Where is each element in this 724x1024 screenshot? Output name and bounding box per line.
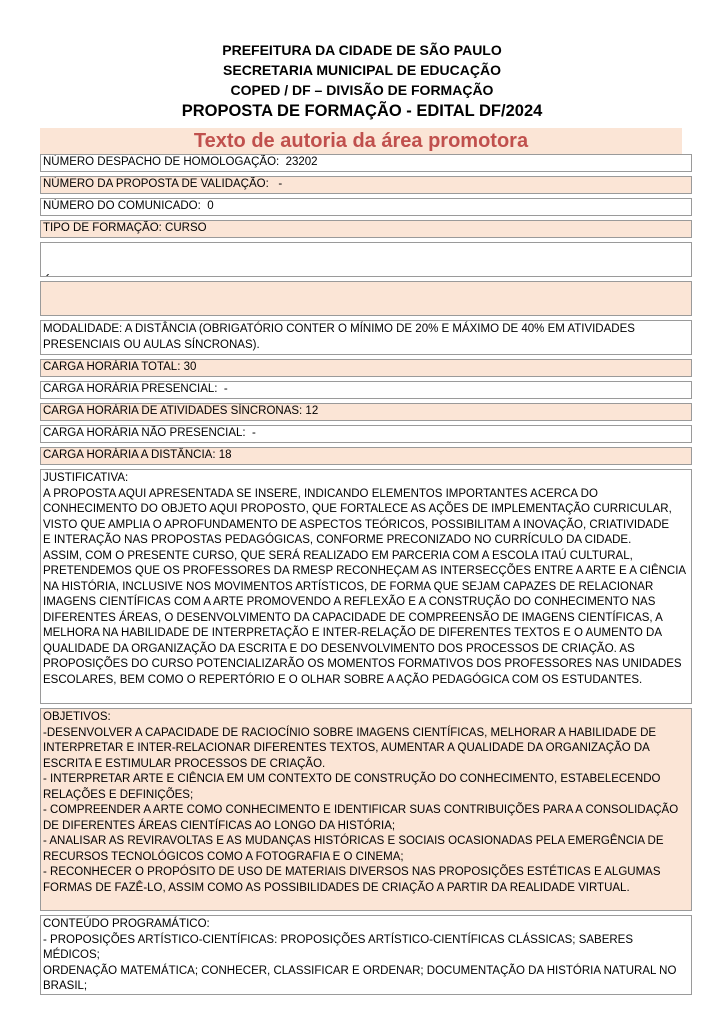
field-conteudo-programatico: CONTEÚDO PROGRAMÁTICO: - PROPOSIÇÕES ARTÍSTICO-CIENTÍFICAS: PROPOSIÇÕES ARTÍSTICO-CIENTÍFICAS CLÁSSICAS; SABERES MÉDICOS; ORDENAÇÃO MATEMÁTICA; CONHECER, CLASSIFICAR E ORDENAR; DOCUMENTAÇÃO DA HISTÓRIA NATURAL NO BRASIL; bbox=[40, 915, 692, 995]
header-line-prefeitura: PREFEITURA DA CIDADE DE SÃO PAULO bbox=[222, 42, 502, 58]
subtitle-banner: Texto de autoria da área promotora bbox=[40, 128, 682, 154]
field-carga-nao-presencial: CARGA HORÁRIA NÃO PRESENCIAL: - bbox=[40, 425, 692, 443]
field-carga-total: CARGA HORÁRIA TOTAL: 30 bbox=[40, 359, 692, 377]
document-header bbox=[0, 40, 724, 122]
field-area-promotora bbox=[40, 242, 692, 277]
field-objetivos: OBJETIVOS: -DESENVOLVER A CAPACIDADE DE RACIOCÍNIO SOBRE IMAGENS CIENTÍFICAS, MELHORAR A HABILIDADE DE INTERPRETAR E INTER-RELACIONAR DIFERENTES TEXTOS, AUMENTAR A QUALIDADE DA ORGANIZAÇÃO DA ESCRITA E ESTIMULAR PROCESSOS DE CRIAÇÃO. - INTERPRETAR ARTE E CIÊNCIA EM UM CONTEXTO DE CONSTRUÇÃO DO CONHECIMENTO, ESTABELECENDO RELAÇÕES E DEFINIÇÕES; - COMPREENDER A ARTE COMO CONHECIMENTO E IDENTIFICAR SUAS CONTRIBUIÇÕES PARA A CONSOLIDAÇÃO DE DIFERENTES ÁREAS CIENTÍFICAS AO LONGO DA HISTÓRIA; - ANALISAR AS REVIRAVOLTAS E AS MUDANÇAS HISTÓRICAS E SOCIAIS OCASIONADAS PELA EMERGÊNCIA DE RECURSOS TECNOLÓGICOS COMO A FOTOGRAFIA E O CINEMA; - RECONHECER O PROPÓSITO DE USO DE MATERIAIS DIVERSOS NAS PROPOSIÇÕES ESTÉTICAS E ALGUMAS FORMAS DE FAZÊ-LO, ASSIM COMO AS POSSIBILIDADES DE CRIAÇÃO A PARTIR DA REALIDADE VIRTUAL. bbox=[40, 708, 692, 911]
field-comunicado: NÚMERO DO COMUNICADO: 0 bbox=[40, 198, 692, 216]
field-despacho: NÚMERO DESPACHO DE HOMOLOGAÇÃO: 23202 bbox=[40, 154, 692, 172]
field-nome bbox=[40, 281, 692, 316]
field-justificativa: JUSTIFICATIVA: A PROPOSTA AQUI APRESENTADA SE INSERE, INDICANDO ELEMENTOS IMPORTANTES ACERCA DO CONHECIMENTO DO OBJETO AQUI PROPOSTO, QUE FORTALECE AS AÇÕES DE IMPLEMENTAÇÃO CURRICULAR, VISTO QUE AMPLIA O APROFUNDAMENTO DE ASPECTOS TEÓRICOS, POSSIBILITAM A INOVAÇÃO, CRIATIVIDADE E INTERAÇÃO NAS PROPOSTAS PEDAGÓGICAS, CONFORME PRECONIZADO NO CURRÍCULO DA CIDADE. ASSIM, COM O PRESENTE CURSO, QUE SERÁ REALIZADO EM PARCERIA COM A ESCOLA ITAÚ CULTURAL, PRETENDEMOS QUE OS PROFESSORES DA RMESP RECONHEÇAM AS INTERSECÇÕES ENTRE A ARTE E A CIÊNCIA NA HISTÓRIA, INCLUSIVE NOS MOVIMENTOS ARTÍSTICOS, DE FORMA QUE SEJAM CAPAZES DE RELACIONAR IMAGENS CIENTÍFICAS COM A ARTE PROMOVENDO A REFLEXÃO E A CONSTRUÇÃO DO CONHECIMENTO NAS DIFERENTES ÁREAS, O DESENVOLVIMENTO DA CAPACIDADE DE COMPREENSÃO DE IMAGENS CIENTÍFICAS, A MELHORA NA HABILIDADE DE INTERPRETAÇÃO E INTER-RELAÇÃO DE DIFERENTES TEXTOS E O AUMENTO DA QUALIDADE DA ORGANIZAÇÃO DA ESCRITA E DO DESENVOLVIMENTO DOS PROCESSOS DE CRIAÇÃO. AS PROPOSIÇÕES DO CURSO POTENCIALIZARÃO OS MOMENTOS FORMATIVOS DOS PROFESSORES NAS UNIDADES ESCOLARES, BEM COMO O REPERTÓRIO E O OLHAR SOBRE A AÇÃO PEDAGÓGICA COM OS ESTUDANTES. bbox=[40, 469, 692, 704]
field-carga-distancia: CARGA HORÁRIA A DISTÂNCIA: 18 bbox=[40, 447, 692, 465]
field-carga-sincronas: CARGA HORÁRIA DE ATIVIDADES SÍNCRONAS: 12 bbox=[40, 403, 692, 421]
area-promotora-label bbox=[43, 275, 689, 277]
field-proposta-validacao: NÚMERO DA PROPOSTA DE VALIDAÇÃO: - bbox=[40, 176, 692, 194]
header-line-secretaria: SECRETARIA MUNICIPAL DE EDUCAÇÃO bbox=[223, 62, 501, 78]
field-modalidade: MODALIDADE: A DISTÂNCIA (OBRIGATÓRIO CONTER O MÍNIMO DE 20% E MÁXIMO DE 40% EM ATIVIDADES PRESENCIAIS OU AULAS SÍNCRONAS). bbox=[40, 320, 692, 355]
header-line-coped: COPED / DF – DIVISÃO DE FORMAÇÃO bbox=[230, 82, 494, 98]
nome-label bbox=[43, 314, 689, 316]
field-carga-presencial: CARGA HORÁRIA PRESENCIAL: - bbox=[40, 381, 692, 399]
form-fields bbox=[40, 154, 692, 999]
header-line-proposta: PROPOSTA DE FORMAÇÃO - EDITAL DF/2024 bbox=[181, 102, 543, 120]
field-tipo-formacao: TIPO DE FORMAÇÃO: CURSO bbox=[40, 220, 692, 238]
